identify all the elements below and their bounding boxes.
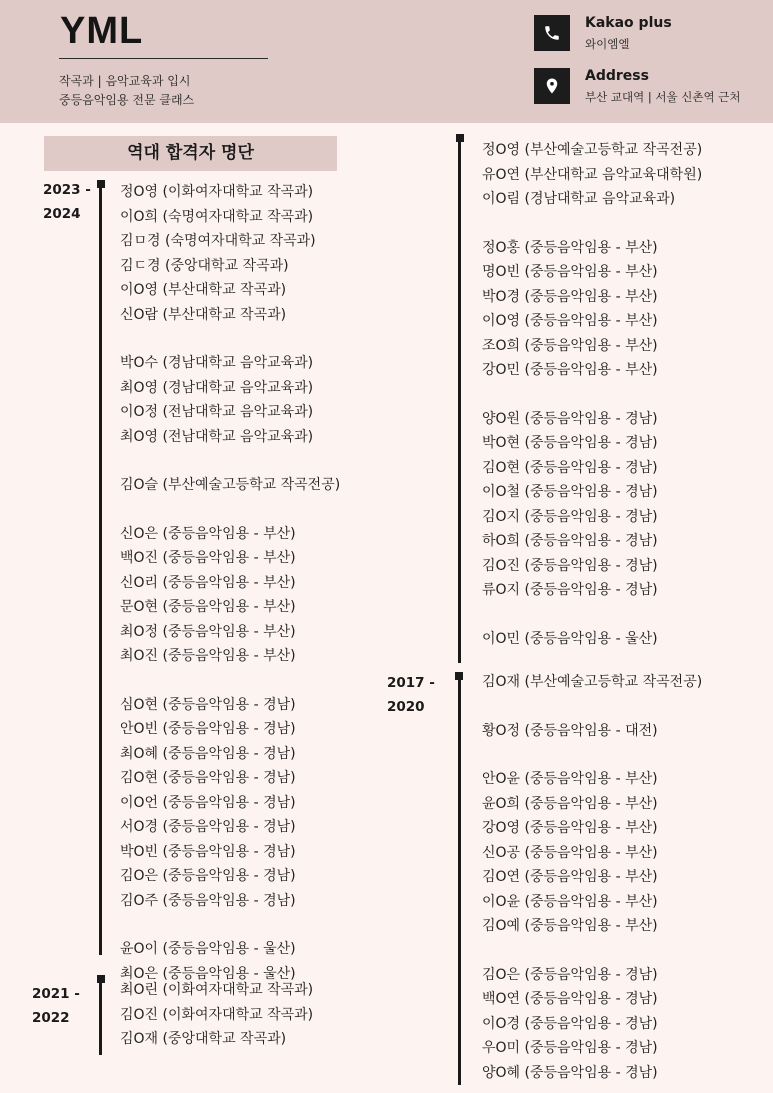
alumni-entry: 정O영 (이화여자대학교 작곡과): [120, 184, 314, 200]
alumni-entry: 최O영 (경남대학교 음악교육과): [120, 379, 314, 396]
alumni-entry: 양O혜 (중등음악임용 - 경남): [482, 1064, 658, 1081]
alumni-entry: 백O진 (중등음악임용 - 부산): [120, 550, 296, 566]
alumni-entry: 황O정 (중등음악임용 - 대전): [482, 722, 658, 739]
alumni-entry: 이O영 (부산대학교 작곡과): [120, 282, 287, 298]
alumni-entry: 김O주 (중등음악임용 - 경남): [120, 892, 296, 909]
location-pin-icon: [534, 68, 570, 104]
alumni-entry: 김O진 (이화여자대학교 작곡과): [120, 1006, 314, 1023]
year-label-2023-2024: [43, 178, 91, 226]
section-title-alumni: 역대 합격자 명단: [44, 136, 337, 171]
timeline-marker-2021-2022: [97, 975, 105, 983]
list-spacer: [482, 743, 702, 767]
timeline-line-continued: [458, 138, 461, 663]
alumni-entry: 김O진 (중등음악임용 - 경남): [482, 557, 658, 574]
tagline-majors: 작곡과 | 음악교육과 입시: [59, 74, 191, 88]
alumni-entry: 하O희 (중등음악임용 - 경남): [482, 533, 658, 549]
alumni-entry: 신O리 (중등음악임용 - 부산): [120, 574, 296, 591]
alumni-entry: 이O민 (중등음악임용 - 울산): [482, 630, 658, 647]
list-spacer: [120, 913, 340, 937]
alumni-entry: 박O빈 (중등음악임용 - 경남): [120, 843, 296, 860]
alumni-entry: 윤O희 (중등음악임용 - 부산): [482, 795, 658, 812]
list-spacer: [120, 669, 340, 693]
year-label-line2: 2020: [387, 699, 425, 715]
list-spacer: [482, 939, 702, 963]
year-label-2017-2020: [387, 671, 435, 719]
timeline-line-2017-2020: [458, 676, 461, 1085]
alumni-entry: 신O은 (중등음악임용 - 부산): [120, 525, 296, 542]
alumni-entry: 최O린 (이화여자대학교 작곡과): [120, 982, 314, 998]
names-list-2023-2024: [120, 180, 340, 986]
list-spacer: [120, 449, 340, 473]
alumni-entry: 김O슬 (부산예술고등학교 작곡전공): [120, 477, 341, 493]
names-list-2021-2022: [120, 978, 313, 1052]
tagline-class: 중등음악임용 전문 클래스: [59, 93, 195, 107]
year-label-line1: 2017 -: [387, 675, 435, 691]
alumni-entry: 이O철 (중등음악임용 - 경남): [482, 484, 658, 500]
alumni-entry: 김O지 (중등음악임용 - 경남): [482, 508, 658, 525]
address-contact: [534, 68, 764, 108]
alumni-entry: 김O연 (중등음악임용 - 부산): [482, 869, 658, 885]
alumni-entry: 서O경 (중등음악임용 - 경남): [120, 819, 296, 835]
year-label-line2: 2024: [43, 206, 81, 222]
brand-logo-text: YML: [60, 10, 144, 52]
alumni-entry: 문O현 (중등음악임용 - 부산): [120, 599, 296, 615]
phone-icon: [534, 15, 570, 51]
alumni-entry: 최O은 (중등음악임용 - 울산): [120, 965, 296, 982]
alumni-entry: 안O빈 (중등음악임용 - 경남): [120, 721, 296, 737]
alumni-entry: 이O정 (전남대학교 음악교육과): [120, 404, 314, 420]
timeline-marker-2017-2020: [455, 672, 463, 680]
alumni-entry: 이O림 (경남대학교 음악교육과): [482, 191, 676, 207]
timeline-marker-continued: [456, 134, 464, 142]
address-value: 부산 교대역 | 서울 신촌역 근처: [585, 90, 741, 104]
kakao-id[interactable]: 와이엠엘: [585, 37, 630, 51]
alumni-entry: 유O연 (부산대학교 음악교육대학원): [482, 166, 703, 183]
list-spacer: [482, 695, 702, 719]
alumni-entry: 김O은 (중등음악임용 - 경남): [482, 966, 658, 983]
address-title: Address: [585, 68, 649, 84]
alumni-entry: 박O수 (경남대학교 음악교육과): [120, 355, 314, 371]
year-label-2021-2022: [32, 982, 80, 1030]
year-label-line2: 2022: [32, 1010, 70, 1026]
alumni-entry: 이O경 (중등음악임용 - 경남): [482, 1015, 658, 1032]
alumni-entry: 이O희 (숙명여자대학교 작곡과): [120, 208, 314, 225]
timeline-marker-2023-2024: [97, 180, 105, 188]
timeline-line-2021-2022: [99, 978, 102, 1055]
list-spacer: [120, 327, 340, 351]
alumni-entry: 박O경 (중등음악임용 - 부산): [482, 288, 658, 305]
alumni-entry: 박O현 (중등음악임용 - 경남): [482, 435, 658, 451]
alumni-entry: 이O영 (중등음악임용 - 부산): [482, 313, 658, 329]
kakao-title: Kakao plus: [585, 15, 672, 31]
alumni-entry: 명O빈 (중등음악임용 - 부산): [482, 264, 658, 280]
alumni-entry: 강O영 (중등음악임용 - 부산): [482, 820, 658, 836]
alumni-entry: 우O미 (중등음악임용 - 경남): [482, 1040, 658, 1056]
alumni-entry: 양O원 (중등음악임용 - 경남): [482, 410, 658, 427]
alumni-entry: 김O은 (중등음악임용 - 경남): [120, 868, 296, 884]
alumni-entry: 최O영 (전남대학교 음악교육과): [120, 428, 314, 445]
alumni-entry: 이O윤 (중등음악임용 - 부산): [482, 893, 658, 910]
alumni-entry: 김O재 (부산예술고등학교 작곡전공): [482, 674, 703, 690]
alumni-entry: 강O민 (중등음악임용 - 부산): [482, 362, 658, 378]
alumni-entry: 최O정 (중등음악임용 - 부산): [120, 623, 296, 640]
timeline-line-2023-2024: [99, 184, 102, 955]
names-list-2017-2020: [482, 670, 702, 1085]
brand-divider: [59, 58, 268, 59]
alumni-entry: 정O영 (부산예술고등학교 작곡전공): [482, 142, 703, 158]
alumni-entry: 류O지 (중등음악임용 - 경남): [482, 582, 658, 598]
year-label-line1: 2023 -: [43, 182, 91, 198]
list-spacer: [482, 383, 702, 407]
alumni-entry: 최O진 (중등음악임용 - 부산): [120, 648, 296, 664]
alumni-entry: 김ㄷ경 (중앙대학교 작곡과): [120, 257, 289, 274]
alumni-entry: 심O현 (중등음악임용 - 경남): [120, 696, 296, 713]
list-spacer: [120, 498, 340, 522]
alumni-entry: 김O예 (중등음악임용 - 부산): [482, 918, 658, 934]
header-banner: [0, 0, 773, 123]
alumni-entry: 정O홍 (중등음악임용 - 부산): [482, 239, 658, 256]
alumni-entry: 김O재 (중앙대학교 작곡과): [120, 1031, 287, 1047]
alumni-entry: 안O윤 (중등음악임용 - 부산): [482, 771, 658, 787]
alumni-entry: 김O현 (중등음악임용 - 경남): [120, 770, 296, 786]
alumni-entry: 김O현 (중등음악임용 - 경남): [482, 459, 658, 476]
list-spacer: [482, 603, 702, 627]
alumni-entry: 윤O이 (중등음악임용 - 울산): [120, 941, 296, 957]
alumni-entry: 조O희 (중등음악임용 - 부산): [482, 337, 658, 354]
alumni-entry: 김ㅁ경 (숙명여자대학교 작곡과): [120, 233, 316, 249]
year-label-line1: 2021 -: [32, 986, 80, 1002]
alumni-entry: 최O혜 (중등음악임용 - 경남): [120, 745, 296, 762]
alumni-entry: 백O연 (중등음악임용 - 경남): [482, 991, 658, 1007]
alumni-entry: 이O언 (중등음악임용 - 경남): [120, 794, 296, 811]
alumni-entry: 신O공 (중등음악임용 - 부산): [482, 844, 658, 861]
kakao-contact[interactable]: [534, 15, 764, 55]
alumni-entry: 신O람 (부산대학교 작곡과): [120, 306, 287, 323]
list-spacer: [482, 212, 702, 236]
names-list-continued: [482, 138, 702, 651]
